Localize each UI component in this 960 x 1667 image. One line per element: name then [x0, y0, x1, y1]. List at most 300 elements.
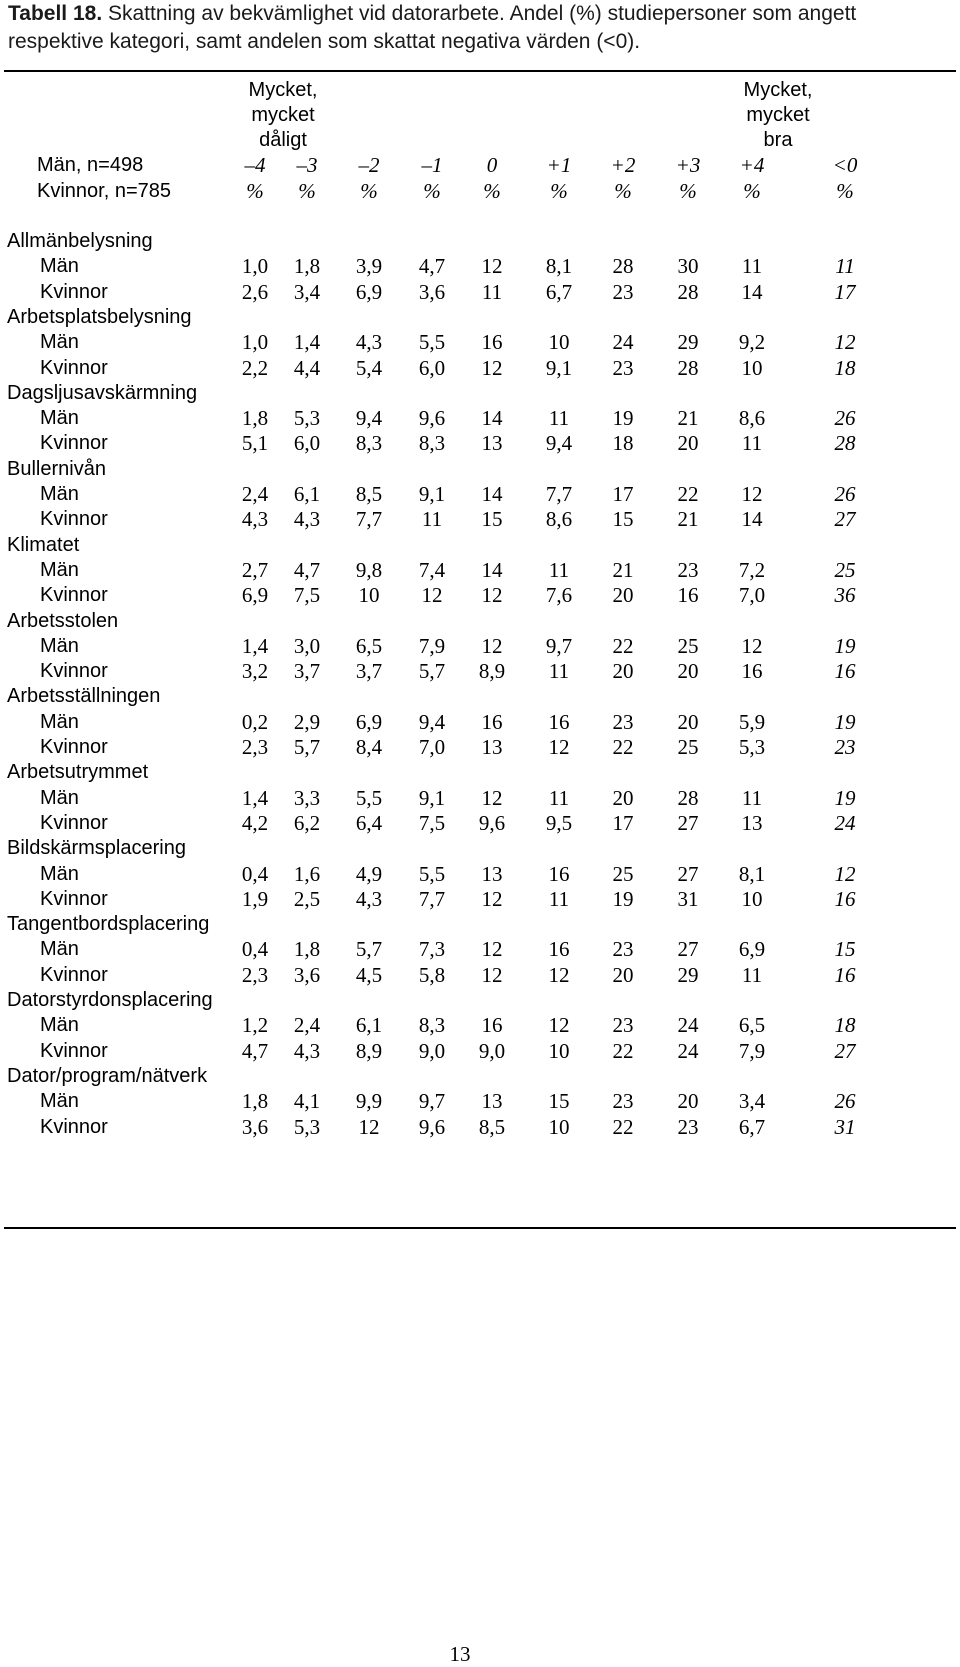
- table-cell: 6,0: [418, 355, 446, 380]
- unit-label: %: [483, 179, 501, 203]
- table-row: [0, 1038, 960, 1065]
- table-cell: 3,9: [355, 254, 383, 279]
- row-label: Kvinnor: [40, 660, 108, 683]
- negative-share-cell: 15: [834, 937, 856, 962]
- table-cell: 6,5: [355, 633, 383, 658]
- scale-value: 0: [486, 153, 498, 177]
- table-cell: 31: [677, 886, 699, 911]
- table-cell: 9,6: [418, 406, 446, 431]
- table-row: [0, 279, 960, 306]
- group-label: Allmänbelysning: [7, 230, 153, 252]
- scale-value: +2: [610, 153, 636, 177]
- page-number: 13: [449, 1642, 471, 1666]
- row-label: Kvinnor: [40, 1039, 108, 1062]
- row-label: Män: [40, 1090, 79, 1113]
- table-cell: 5,5: [418, 330, 446, 355]
- table-cell: 13: [741, 810, 763, 835]
- header-unit-row: [0, 178, 960, 205]
- table-cell: 7,2: [738, 557, 766, 582]
- table-cell: 5,9: [738, 709, 766, 734]
- table-cell: 8,9: [478, 659, 506, 684]
- table-row: [0, 1088, 960, 1115]
- header-n-women: Kvinnor, n=785: [37, 180, 171, 202]
- table-row: [0, 430, 960, 457]
- table-row: [0, 506, 960, 533]
- table-cell: 8,3: [418, 1013, 446, 1038]
- table-cell: 27: [677, 810, 699, 835]
- negative-share-cell: 28: [834, 431, 856, 456]
- table-row: [0, 709, 960, 736]
- group-label: Bullernivån: [7, 457, 106, 480]
- table-cell: 9,7: [418, 1089, 446, 1114]
- table-cell: 5,1: [241, 431, 269, 456]
- table-cell: 11: [548, 406, 570, 431]
- table-cell: 9,7: [545, 633, 573, 658]
- negative-share-cell: 18: [834, 1013, 856, 1038]
- table-cell: 19: [612, 406, 634, 431]
- header-best-label: bra: [763, 129, 793, 151]
- table-cell: 13: [481, 431, 503, 456]
- table-cell: 9,4: [545, 431, 573, 456]
- table-cell: 7,7: [355, 507, 383, 532]
- table-cell: 14: [741, 507, 763, 532]
- group-heading: [0, 608, 960, 635]
- table-cell: 9,0: [478, 1038, 506, 1063]
- table-cell: 16: [481, 1013, 503, 1038]
- table-cell: 4,7: [293, 557, 321, 582]
- row-label: Kvinnor: [40, 508, 108, 531]
- table-cell: 20: [612, 785, 634, 810]
- negative-share-cell: 19: [834, 785, 856, 810]
- negative-share-cell: 24: [834, 810, 856, 835]
- scale-value: –1: [421, 153, 443, 177]
- table-cell: 3,2: [241, 659, 269, 684]
- unit-label: %: [423, 179, 441, 203]
- group-label: Arbetsplatsbelysning: [7, 305, 192, 328]
- table-cell: 8,5: [355, 482, 383, 506]
- header-worst-label: Mycket,: [248, 79, 318, 101]
- table-cell: 7,7: [545, 482, 573, 506]
- table-cell: 24: [677, 1038, 699, 1063]
- table-cell: 7,7: [418, 886, 446, 911]
- group-heading: [0, 304, 960, 331]
- row-label: Män: [40, 710, 79, 733]
- table-cell: 20: [677, 1089, 699, 1114]
- negative-share-cell: 23: [834, 735, 856, 759]
- table-cell: 21: [677, 406, 699, 431]
- table-cell: 12: [481, 254, 503, 279]
- negative-share-cell: 27: [834, 507, 856, 532]
- top-rule: [4, 70, 956, 72]
- unit-label: %: [246, 179, 264, 203]
- table-cell: 25: [677, 735, 699, 759]
- table-cell: 9,5: [545, 810, 573, 835]
- table-cell: 7,0: [418, 735, 446, 759]
- table-cell: 10: [741, 355, 763, 380]
- table-cell: 8,4: [355, 735, 383, 759]
- table-cell: 5,3: [738, 735, 766, 759]
- table-cell: 1,8: [293, 937, 321, 962]
- row-label: Män: [40, 786, 79, 809]
- table-row: [0, 734, 960, 761]
- group-heading: [0, 532, 960, 559]
- table-row: [0, 785, 960, 812]
- table-cell: 22: [677, 482, 699, 506]
- table-row: [0, 253, 960, 280]
- table-cell: 13: [481, 735, 503, 759]
- table-cell: 11: [741, 785, 763, 810]
- table-cell: 17: [612, 810, 634, 835]
- table-cell: 23: [612, 355, 634, 380]
- table-cell: 27: [677, 937, 699, 962]
- row-label: Män: [40, 558, 79, 581]
- table-cell: 4,3: [355, 886, 383, 911]
- table-cell: 1,4: [241, 633, 269, 658]
- table-cell: 3,0: [293, 633, 321, 658]
- table-cell: 2,2: [241, 355, 269, 380]
- table-row: [0, 936, 960, 963]
- table-cell: 14: [481, 557, 503, 582]
- row-label: Kvinnor: [40, 1115, 108, 1138]
- scale-value: –2: [358, 153, 380, 177]
- table-row: [0, 355, 960, 382]
- row-label: Män: [40, 862, 79, 885]
- table-cell: 1,9: [241, 886, 269, 911]
- table-cell: 12: [548, 1013, 570, 1038]
- table-cell: 7,4: [418, 557, 446, 582]
- table-cell: 24: [677, 1013, 699, 1038]
- table-cell: 4,5: [355, 962, 383, 987]
- table-cell: 10: [548, 1114, 570, 1139]
- table-cell: 5,5: [418, 861, 446, 886]
- table-cell: 8,5: [478, 1114, 506, 1139]
- table-cell: 16: [548, 937, 570, 962]
- negative-share-cell: 11: [835, 254, 855, 279]
- table-row: [0, 633, 960, 660]
- table-cell: 22: [612, 1114, 634, 1139]
- header-worst-label: mycket: [251, 104, 315, 126]
- table-cell: 6,9: [241, 583, 269, 608]
- table-cell: 20: [677, 431, 699, 456]
- scale-value: +3: [675, 153, 701, 177]
- table-cell: 7,5: [293, 583, 321, 608]
- table-cell: 11: [741, 431, 763, 456]
- table-row: [0, 1114, 960, 1141]
- table-cell: 20: [677, 659, 699, 684]
- table-cell: 7,3: [418, 937, 446, 962]
- table-cell: 7,6: [545, 583, 573, 608]
- unit-label: %: [743, 179, 761, 203]
- table-cell: 11: [481, 279, 503, 304]
- table-cell: 4,7: [418, 254, 446, 279]
- table-cell: 6,9: [738, 937, 766, 962]
- row-label: Kvinnor: [40, 887, 108, 910]
- table-cell: 3,6: [293, 962, 321, 987]
- group-label: Arbetsstolen: [7, 609, 119, 632]
- table-cell: 12: [481, 886, 503, 911]
- negative-share-cell: 36: [834, 583, 856, 608]
- table-cell: 11: [548, 659, 570, 684]
- negative-share-cell: 12: [834, 330, 856, 355]
- negative-share-cell: 25: [834, 557, 856, 582]
- table-cell: 10: [741, 886, 763, 911]
- table-cell: 0,4: [241, 861, 269, 886]
- negative-share-cell: 17: [834, 279, 856, 304]
- group-label: Datorstyrdonsplacering: [7, 989, 213, 1011]
- scale-value: –4: [244, 153, 266, 177]
- row-label: Män: [40, 483, 79, 505]
- table-cell: 21: [612, 557, 634, 582]
- table-cell: 20: [612, 583, 634, 608]
- table-caption: [8, 0, 948, 56]
- group-label: Dagsljusavskärmning: [7, 381, 198, 404]
- table-cell: 1,4: [241, 785, 269, 810]
- table-cell: 10: [548, 330, 570, 355]
- table-cell: 12: [548, 962, 570, 987]
- table-cell: 9,9: [355, 1089, 383, 1114]
- table-cell: 9,0: [418, 1038, 446, 1063]
- table-cell: 3,3: [293, 785, 321, 810]
- table-cell: 3,7: [293, 659, 321, 684]
- table-cell: 6,7: [545, 279, 573, 304]
- row-label: Män: [40, 255, 79, 278]
- table-cell: 18: [612, 431, 634, 456]
- table-cell: 9,2: [738, 330, 766, 355]
- group-heading: [0, 456, 960, 483]
- table-cell: 6,5: [738, 1013, 766, 1038]
- negative-share-cell: 26: [834, 482, 856, 506]
- table-row: [0, 1012, 960, 1039]
- table-cell: 12: [481, 583, 503, 608]
- table-cell: 7,9: [418, 633, 446, 658]
- table-cell: 21: [677, 507, 699, 532]
- group-heading: [0, 835, 960, 862]
- table-cell: 12: [481, 785, 503, 810]
- table-row: [0, 329, 960, 356]
- row-label: Kvinnor: [40, 736, 108, 758]
- group-label: Arbetsställningen: [7, 685, 161, 708]
- unit-label: %: [679, 179, 697, 203]
- table-cell: 2,3: [241, 962, 269, 987]
- table-cell: 3,4: [738, 1089, 766, 1114]
- table-cell: 0,4: [241, 937, 269, 962]
- table-cell: 6,7: [738, 1114, 766, 1139]
- table-row: [0, 861, 960, 888]
- table-cell: 2,7: [241, 557, 269, 582]
- table-cell: 11: [741, 254, 763, 279]
- table-cell: 12: [421, 583, 443, 608]
- table-cell: 2,9: [293, 709, 321, 734]
- negative-share-cell: 16: [834, 886, 856, 911]
- table-cell: 8,3: [355, 431, 383, 456]
- group-label: Arbetsutrymmet: [7, 761, 149, 784]
- table-cell: 4,3: [355, 330, 383, 355]
- table-cell: 16: [677, 583, 699, 608]
- header-worst-label: dåligt: [259, 129, 307, 151]
- table-cell: 11: [548, 785, 570, 810]
- negative-share-cell: 18: [834, 355, 856, 380]
- unit-label: %: [550, 179, 568, 203]
- table-cell: 7,5: [418, 810, 446, 835]
- table-cell: 20: [677, 709, 699, 734]
- row-label: Män: [40, 407, 79, 430]
- table-cell: 23: [677, 557, 699, 582]
- table-cell: 4,2: [241, 810, 269, 835]
- table-row: [0, 810, 960, 837]
- table-cell: 28: [677, 279, 699, 304]
- table-cell: 12: [741, 482, 763, 506]
- table-cell: 27: [677, 861, 699, 886]
- group-heading: [0, 683, 960, 710]
- table-cell: 24: [612, 330, 634, 355]
- table-cell: 7,0: [738, 583, 766, 608]
- table-cell: 28: [677, 785, 699, 810]
- table-cell: 12: [548, 735, 570, 759]
- table-cell: 16: [481, 709, 503, 734]
- table-cell: 16: [548, 709, 570, 734]
- group-label: Klimatet: [7, 533, 80, 556]
- table-cell: 8,3: [418, 431, 446, 456]
- header-line: [0, 127, 960, 154]
- row-label: Män: [40, 938, 79, 961]
- scale-value: +1: [546, 153, 572, 177]
- unit-label: %: [836, 179, 854, 203]
- unit-label: %: [614, 179, 632, 203]
- table-cell: 1,8: [293, 254, 321, 279]
- table-cell: 23: [677, 1114, 699, 1139]
- group-heading: [0, 987, 960, 1014]
- table-cell: 4,3: [293, 507, 321, 532]
- group-heading: [0, 228, 960, 255]
- table-cell: 5,5: [355, 785, 383, 810]
- table-row: [0, 557, 960, 584]
- table-cell: 28: [612, 254, 634, 279]
- table-cell: 15: [612, 507, 634, 532]
- table-cell: 25: [612, 861, 634, 886]
- table-cell: 20: [612, 962, 634, 987]
- negative-share-cell: 16: [834, 659, 856, 684]
- table-cell: 4,1: [293, 1089, 321, 1114]
- table-cell: 1,2: [241, 1013, 269, 1038]
- table-cell: 16: [481, 330, 503, 355]
- table-cell: 2,5: [293, 886, 321, 911]
- table-cell: 12: [481, 937, 503, 962]
- table-cell: 22: [612, 735, 634, 759]
- table-cell: 2,4: [241, 482, 269, 506]
- group-heading: [0, 911, 960, 938]
- table-cell: 14: [481, 406, 503, 431]
- header-line: [0, 102, 960, 129]
- table-cell: 8,1: [545, 254, 573, 279]
- table-caption-text: Skattning av bekvämlighet vid datorarbete. Andel (%) studiepersoner som angett respektive kategori, samt andelen som skattat negativa värden (<0).: [8, 2, 857, 53]
- table-cell: 23: [612, 937, 634, 962]
- row-label: Kvinnor: [40, 584, 108, 607]
- table-cell: 9,6: [418, 1114, 446, 1139]
- table-cell: 16: [548, 861, 570, 886]
- table-cell: 3,6: [241, 1114, 269, 1139]
- row-label: Kvinnor: [40, 280, 108, 303]
- row-label: Kvinnor: [40, 432, 108, 455]
- table-cell: 22: [612, 633, 634, 658]
- table-cell: 13: [481, 861, 503, 886]
- table-cell: 29: [677, 962, 699, 987]
- table-cell: 8,9: [355, 1038, 383, 1063]
- scale-value: +4: [739, 153, 765, 177]
- row-label: Kvinnor: [40, 963, 108, 986]
- table-row: [0, 658, 960, 685]
- table-cell: 23: [612, 279, 634, 304]
- negative-share-cell: 16: [834, 962, 856, 987]
- table-cell: 22: [612, 1038, 634, 1063]
- unit-label: %: [360, 179, 378, 203]
- table-cell: 10: [358, 583, 380, 608]
- table-cell: 3,7: [355, 659, 383, 684]
- table-cell: 13: [481, 1089, 503, 1114]
- table-cell: 6,9: [355, 279, 383, 304]
- negative-share-cell: 12: [834, 861, 856, 886]
- table-cell: 12: [741, 633, 763, 658]
- table-cell: 10: [548, 1038, 570, 1063]
- table-cell: 19: [612, 886, 634, 911]
- table-cell: 2,3: [241, 735, 269, 759]
- table-cell: 4,3: [241, 507, 269, 532]
- table-cell: 9,4: [355, 406, 383, 431]
- table-cell: 12: [481, 633, 503, 658]
- table-cell: 4,4: [293, 355, 321, 380]
- table-cell: 5,7: [293, 735, 321, 759]
- header-best-label: mycket: [746, 104, 810, 126]
- scale-value: –3: [296, 153, 318, 177]
- header-n-men: Män, n=498: [37, 154, 144, 176]
- header-line: [0, 77, 960, 104]
- table-cell: 9,1: [545, 355, 573, 380]
- table-cell: 17: [612, 482, 634, 506]
- table-cell: 23: [612, 709, 634, 734]
- table-cell: 4,7: [241, 1038, 269, 1063]
- table-cell: 5,7: [418, 659, 446, 684]
- table-cell: 11: [421, 507, 443, 532]
- table-cell: 9,1: [418, 482, 446, 506]
- table-cell: 9,4: [418, 709, 446, 734]
- table-cell: 28: [677, 355, 699, 380]
- header-scale-row: [0, 152, 960, 179]
- group-label: Dator/program/nätverk: [7, 1064, 208, 1087]
- table-cell: 1,8: [241, 1089, 269, 1114]
- table-row: [0, 481, 960, 508]
- table-cell: 8,6: [738, 406, 766, 431]
- table-cell: 6,2: [293, 810, 321, 835]
- table-cell: 29: [677, 330, 699, 355]
- table-cell: 7,9: [738, 1038, 766, 1063]
- table-cell: 12: [358, 1114, 380, 1139]
- table-cell: 23: [612, 1013, 634, 1038]
- table-cell: 8,1: [738, 861, 766, 886]
- table-cell: 14: [481, 482, 503, 506]
- table-cell: 3,6: [418, 279, 446, 304]
- unit-label: %: [298, 179, 316, 203]
- table-cell: 6,1: [293, 482, 321, 506]
- table-cell: 4,3: [293, 1038, 321, 1063]
- table-cell: 1,8: [241, 406, 269, 431]
- table-cell: 15: [548, 1089, 570, 1114]
- table-cell: 11: [741, 962, 763, 987]
- table-cell: 30: [677, 254, 699, 279]
- table-row: [0, 405, 960, 432]
- table-cell: 3,4: [293, 279, 321, 304]
- row-label: Kvinnor: [40, 356, 108, 379]
- table-cell: 9,8: [355, 557, 383, 582]
- table-row: [0, 962, 960, 989]
